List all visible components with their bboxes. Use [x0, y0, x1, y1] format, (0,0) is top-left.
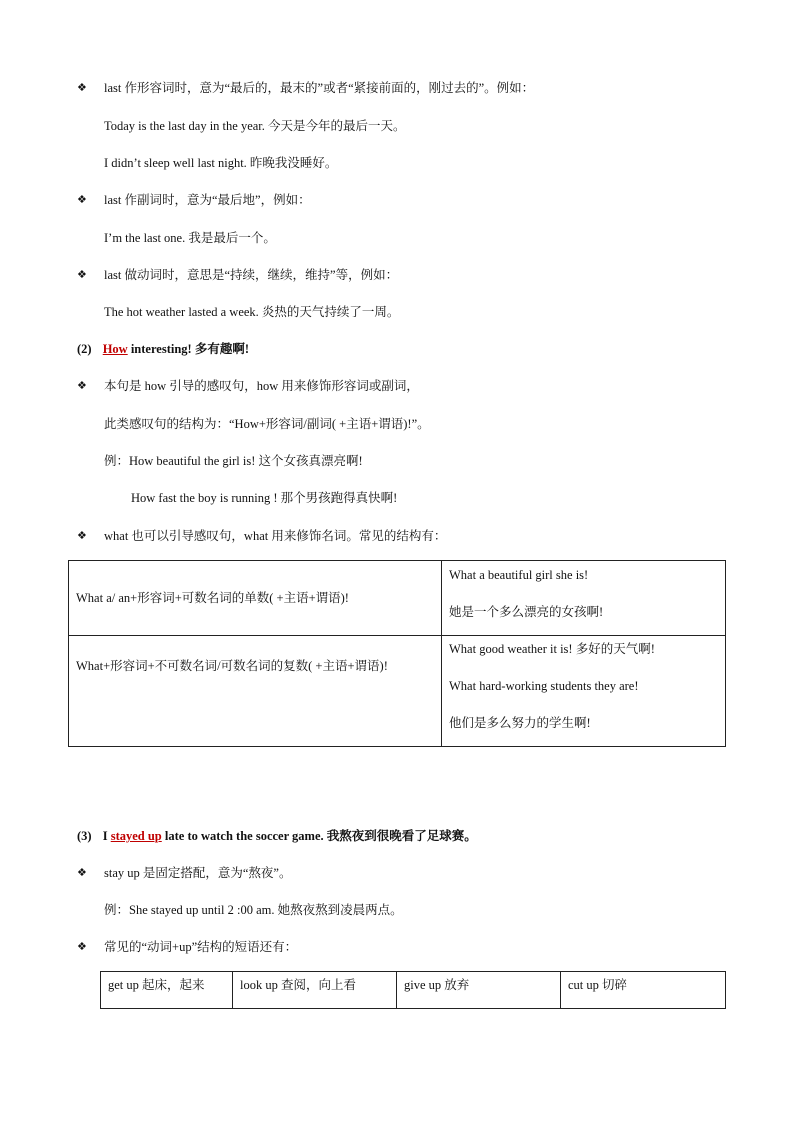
heading-rest: interesting! 多有趣啊!: [127, 342, 249, 356]
bullet-icon: ❖: [77, 193, 87, 206]
bullet-icon: ❖: [77, 268, 87, 281]
heading-rest: late to watch the soccer game. 我熬夜到很晚看了足球赛。: [161, 829, 477, 843]
example-sentence: I’m the last one. 我是最后一个。: [104, 231, 276, 245]
example-sentence: The hot weather lasted a week. 炎热的天气持续了一周。: [104, 305, 400, 319]
example-sentence: I didn’t sleep well last night. 昨晚我没睡好。: [104, 156, 338, 170]
table-cell: [69, 636, 442, 747]
table-row: [101, 972, 726, 1009]
bullet-icon: ❖: [77, 866, 87, 879]
heading-pre: I: [102, 829, 111, 843]
table-cell: [561, 972, 726, 1009]
section-number: (3): [77, 829, 92, 843]
phrase: get up 起床，起来: [108, 978, 205, 992]
bullet-icon: ❖: [77, 529, 87, 542]
structure-pattern: What a/ an+形容词+可数名词的单数( +主语+谓语)!: [76, 591, 349, 605]
how-structure: 此类感叹句的结构为：“How+形容词/副词( +主语+谓语)!”。: [104, 417, 430, 431]
what-exclamation-note: what 也可以引导感叹句，what 用来修饰名词。常见的结构有：: [104, 529, 447, 543]
table-cell: [442, 561, 726, 636]
what-structure-table: [68, 560, 726, 747]
section-2-heading: [77, 341, 249, 357]
example-sentence: Today is the last day in the year. 今天是今年的最后一天。: [104, 119, 406, 133]
phrase: cut up 切碎: [568, 978, 628, 992]
table-cell: [69, 561, 442, 636]
example-sentence: 他们是多么努力的学生啊!: [449, 716, 591, 730]
stay-up-note: stay up 是固定搭配，意为“熬夜”。: [104, 866, 292, 880]
table-cell: [101, 972, 233, 1009]
keyword: stayed up: [110, 829, 162, 843]
verb-up-table: [100, 971, 726, 1009]
table-cell: [233, 972, 397, 1009]
bullet-icon: ❖: [77, 379, 87, 392]
example-sentence: 她是一个多么漂亮的女孩啊!: [449, 605, 604, 619]
example-sentence: What good weather it is! 多好的天气啊!: [449, 642, 655, 656]
example-sentence: What hard-working students they are!: [449, 679, 639, 693]
last-adjective-note: last 作形容词时，意为“最后的，最末的”或者“紧接前面的，刚过去的”。例如：: [104, 81, 535, 95]
bullet-icon: ❖: [77, 81, 87, 94]
example-sentence: 例：She stayed up until 2 :00 am. 她熬夜熬到凌晨两点。: [104, 903, 403, 917]
example-sentence: 例：How beautiful the girl is! 这个女孩真漂亮啊!: [104, 454, 363, 468]
phrase: give up 放弃: [404, 978, 470, 992]
example-sentence: How fast the boy is running ! 那个男孩跑得真快啊!: [131, 491, 398, 505]
last-verb-note: last 做动词时，意思是“持续，继续，维持”等，例如：: [104, 268, 399, 282]
table-row: [69, 561, 726, 636]
section-3-heading: [77, 828, 477, 844]
how-exclamation-note: 本句是 how 引导的感叹句，how 用来修饰形容词或副词，: [104, 379, 419, 393]
section-number: (2): [77, 342, 92, 356]
example-sentence: What a beautiful girl she is!: [449, 568, 589, 582]
last-adverb-note: last 作副词时，意为“最后地”，例如：: [104, 193, 311, 207]
bullet-icon: ❖: [77, 940, 87, 953]
table-cell: [397, 972, 561, 1009]
structure-pattern: What+形容词+不可数名词/可数名词的复数( +主语+谓语)!: [76, 659, 388, 673]
keyword: How: [102, 342, 128, 356]
table-cell: [442, 636, 726, 747]
verb-up-note: 常见的“动词+up”结构的短语还有：: [104, 940, 298, 954]
table-row: [69, 636, 726, 747]
phrase: look up 查阅，向上看: [240, 978, 356, 992]
